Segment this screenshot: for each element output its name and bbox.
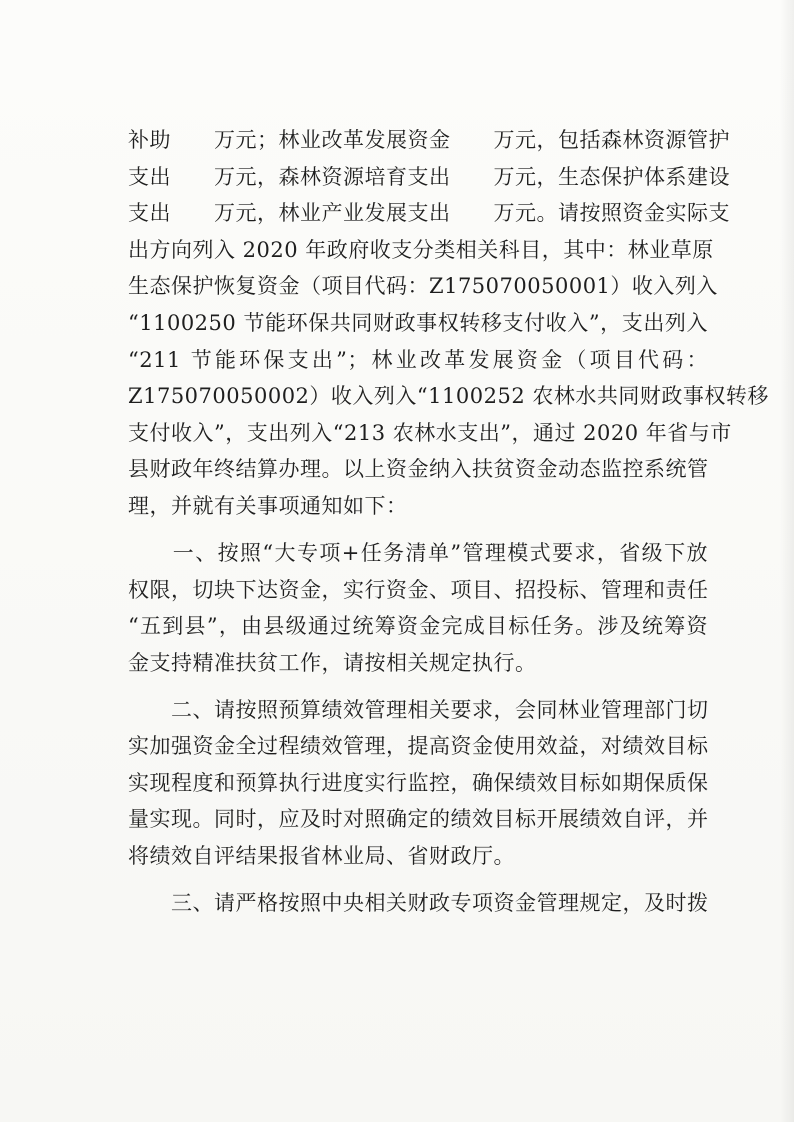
paragraph-gap	[128, 875, 708, 885]
text-line: 理，并就有关事项通知如下：	[128, 493, 408, 518]
paragraph-gap	[128, 681, 708, 691]
text-line: 县财政年终结算办理。以上资金纳入扶贫资金动态监控系统管	[128, 457, 709, 482]
document-body	[128, 122, 769, 922]
text-line: 一、按照“大专项+任务清单”管理模式要求，省级下放	[128, 540, 708, 565]
text-line: 将绩效自评结果报省林业局、省财政厅。	[128, 844, 515, 869]
text-line: Z175070050002）收入列入“1100252 农林水共同财政事权转移	[128, 384, 769, 409]
text-line: 量实现。同时，应及时对照确定的绩效目标开展绩效自评，并	[128, 807, 709, 832]
text-line: 二、请按照预算绩效管理相关要求，会同林业管理部门切	[128, 697, 709, 722]
text-line: 三、请严格按照中央相关财政专项资金管理规定，及时拨	[128, 891, 709, 916]
text-line: 支出 万元，林业产业发展支出 万元。请按照资金实际支	[128, 201, 730, 226]
text-line: “五到县”，由县级通过统筹资金完成目标任务。涉及统筹资	[128, 614, 708, 639]
text-line: 实现程度和预算执行进度实行监控，确保绩效目标如期保质保	[128, 770, 709, 795]
text-line: 补助 万元；林业改革发展资金 万元，包括森林资源管护	[128, 128, 730, 152]
text-line: “1100250 节能环保共同财政事权转移支付收入”，支出列入	[128, 310, 708, 335]
text-line: 金支持精准扶贫工作，请按相关规定执行。	[128, 650, 537, 675]
text-line: 支出 万元，森林资源培育支出 万元，生态保护体系建设	[128, 164, 730, 189]
text-line: 权限，切块下达资金，实行资金、项目、招投标、管理和责任	[128, 577, 709, 602]
text-line: 实加强资金全过程绩效管理，提高资金使用效益，对绩效目标	[128, 734, 709, 759]
scan-edge-shadow	[780, 0, 794, 1122]
text-line: 出方向列入 2020 年政府收支分类相关科目，其中：林业草原	[128, 237, 714, 262]
text-line: “211 节能环保支出”；林业改革发展资金（项目代码：	[128, 347, 708, 372]
paragraph-gap	[128, 525, 708, 535]
text-line: 生态保护恢复资金（项目代码：Z175070050001）收入列入	[128, 274, 718, 299]
text-line: 支付收入”，支出列入“213 农林水支出”，通过 2020 年省与市	[128, 420, 732, 445]
